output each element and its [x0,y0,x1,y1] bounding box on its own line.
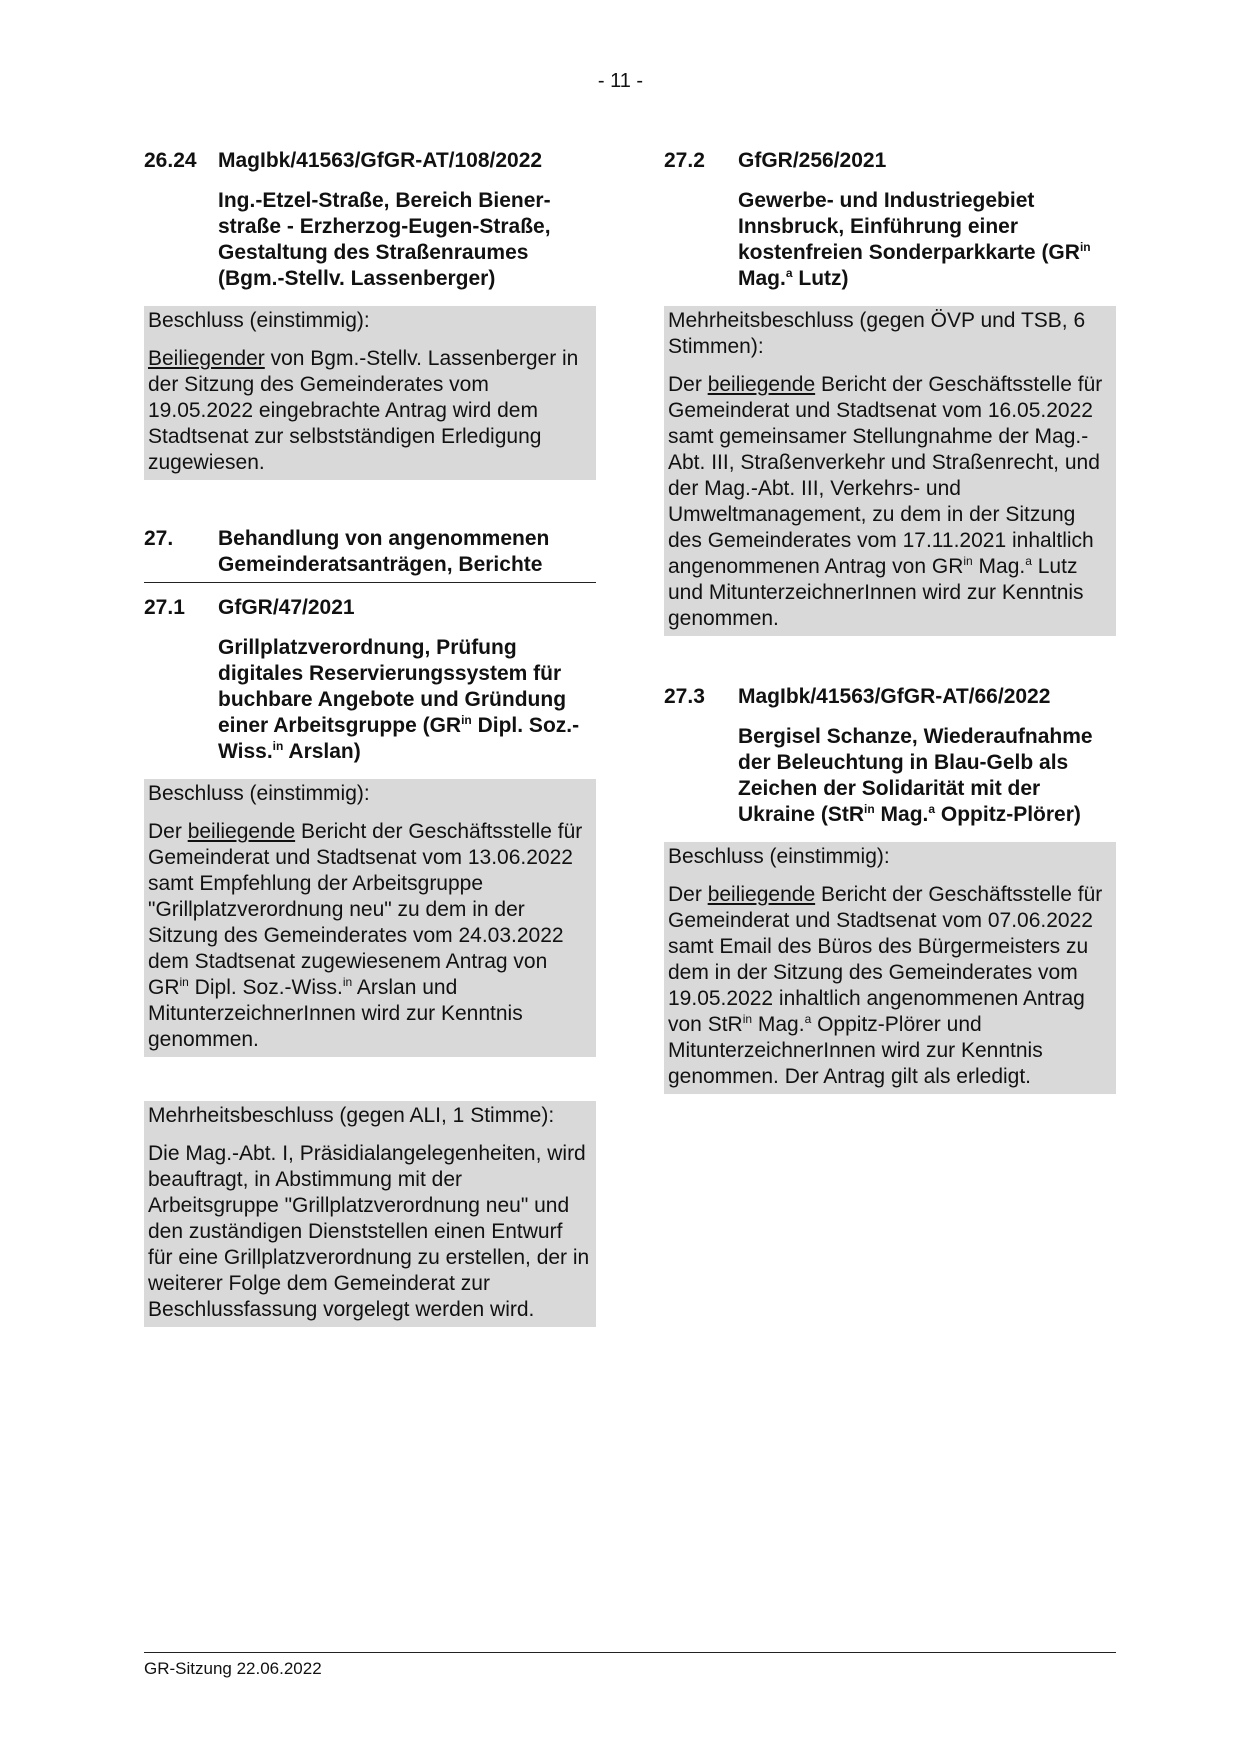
title-superscript: a [928,802,936,816]
page-number: - 11 - [597,70,644,92]
right-column [664,148,1116,1094]
left-column [144,148,596,1327]
item-code: MagIbk/41563/GfGR-AT/66/2022 [738,685,1051,708]
attachment-link[interactable]: Beiliegender [148,347,265,370]
resolution-text [148,819,592,1053]
resolution-text: Die Mag.-Abt. I, Präsidialangelegenheiten, wird beauftragt, in Abstimmung mit der Arbeitsgruppe "Grillplatzverordnung neu" und den zuständigen Dienststellen einen Entwurf für eine Grillplatzverordnung zu erstellen, der in weiterer Folge dem Gemeinderat zur Beschlussfassung vorgelegt werden wird. [148,1142,590,1321]
text-part: Mag. [972,555,1026,578]
attachment-link[interactable]: beiliegende [187,820,296,843]
text-superscript: in [342,975,353,989]
title-part: Dipl. Soz.-Wiss. [218,714,580,763]
attachment-link[interactable]: beiliegende [707,373,816,396]
resolution-box [144,1101,596,1327]
title-superscript: in [461,713,472,727]
title-superscript: in [864,802,875,816]
title-part: Oppitz-Plörer) [935,803,1081,826]
title-part: Bergisel Schanze, Wiederaufnahme der Beleuchtung in Blau-Gelb als Zeichen der Solidarität mit der Ukraine (StR [738,725,1093,826]
item-number: 27.3 [664,685,705,708]
attachment-link[interactable]: beiliegende [707,883,816,906]
resolution-text [668,882,1112,1090]
title-part: Gewerbe- und Industriegebiet Innsbruck, Einführung einer kostenfreien Sonderparkkarte (GR [738,189,1080,264]
text-part: Bericht der Geschäftsstelle für Gemeinderat und Stadtsenat vom 16.05.2022 samt gemeinsamer Stellungnahme der Mag.-Abt. III, Straßenverkehr und Straßenrecht, und der Mag.-Abt. III, Verkehrs- und Umweltmanagement, zu dem in der Sitzung des Gemeinderates vom 17.11.2021 inhaltlich angenommenen Antrag von GR [668,373,1103,578]
resolution-box [144,306,596,480]
text-part: Lutz und MitunterzeichnerInnen wird zur Kenntnis genommen. [668,555,1084,630]
item-title [738,724,1116,828]
resolution-label: Beschluss (einstimmig): [668,845,890,868]
item-code: MagIbk/41563/GfGR-AT/108/2022 [218,149,543,172]
agenda-item-27-1 [144,595,596,1327]
title-part: Arslan) [283,740,361,763]
item-title: Ing.-Etzel-Straße, Bereich Biener-straße - Erzherzog-Eugen-Straße, Gestaltung des Straßenraumes (Bgm.-Stellv. Lassenberger) [218,189,551,290]
resolution-label: Mehrheitsbeschluss (gegen ÖVP und TSB, 6 Stimmen): [668,309,1086,358]
text-superscript: a [1025,554,1032,568]
item-number: 27.2 [664,149,705,172]
agenda-item-27-2 [664,148,1116,636]
section-title: Behandlung von angenommenen Gemeinderatsanträgen, Berichte [218,527,550,576]
resolution-label: Mehrheitsbeschluss (gegen ALI, 1 Stimme): [148,1104,555,1127]
agenda-item-27 [144,526,596,583]
item-heading [144,148,596,174]
text-part: Der [148,820,188,843]
item-number: 26.24 [144,149,197,172]
agenda-item-27-3 [664,684,1116,1094]
text-superscript: a [804,1012,812,1026]
resolution-label: Beschluss (einstimmig): [148,782,370,805]
text-part: Mag. [752,1013,805,1036]
text-part: Der [668,373,708,396]
title-superscript: in [1079,240,1091,254]
item-heading [144,595,596,621]
item-title [738,188,1116,292]
section-heading [144,526,596,583]
title-part: Mag. [738,267,786,290]
resolution-box [144,779,596,1057]
text-part: Arslan und MitunterzeichnerInnen wird zur Kenntnis genommen. [148,976,523,1051]
item-heading [664,148,1116,174]
item-code: GfGR/47/2021 [218,596,355,619]
resolution-label: Beschluss (einstimmig): [148,309,370,332]
text-part: Bericht der Geschäftsstelle für Gemeinderat und Stadtsenat vom 13.06.2022 samt Empfehlung der Arbeitsgruppe "Grillplatzverordnung neu" zu dem in der Sitzung des Gemeinderates vom 24.03.2022 dem Stadtsenat zugewiesenem Antrag von GR [148,820,583,999]
text-part: Dipl. Soz.-Wiss. [188,976,343,999]
item-code: GfGR/256/2021 [738,149,887,172]
agenda-item-26-24 [144,148,596,480]
item-number: 27.1 [144,596,185,619]
item-heading [664,684,1116,710]
text-part: Oppitz-Plörer und MitunterzeichnerInnen wird zur Kenntnis genommen. Der Antrag gilt als erledigt. [668,1013,1043,1088]
title-superscript: in [272,739,284,753]
resolution-text-body: von Bgm.-Stellv. Lassenberger in der Sitzung des Gemeinderates vom 19.05.2022 eingebrachte Antrag wird dem Stadtsenat zur selbstständigen Erledigung zugewiesen. [148,347,579,474]
title-part: Mag. [874,803,929,826]
page-footer: GR-Sitzung 22.06.2022 [144,1652,1116,1679]
text-part: Der [668,883,708,906]
title-part: Lutz) [792,267,849,290]
text-superscript: in [179,975,189,989]
resolution-box [664,842,1116,1094]
title-part: Grillplatzverordnung, Prüfung digitales Reservierungssystem für buchbare Angebote und Gründung einer Arbeitsgruppe (GR [218,636,567,737]
text-part: Bericht der Geschäftsstelle für Gemeinderat und Stadtsenat vom 07.06.2022 samt Email des Büros des Bürgermeisters zu dem in der Sitzung des Gemeinderates vom 19.05.2022 inhaltlich angenommenen Antrag von StR [668,883,1103,1036]
resolution-text [668,372,1112,632]
item-number: 27. [144,527,174,550]
title-superscript: a [785,266,793,280]
resolution-box [664,306,1116,636]
resolution-text [148,346,592,476]
text-superscript: in [963,554,973,568]
item-title [218,635,596,765]
text-superscript: in [742,1012,753,1026]
